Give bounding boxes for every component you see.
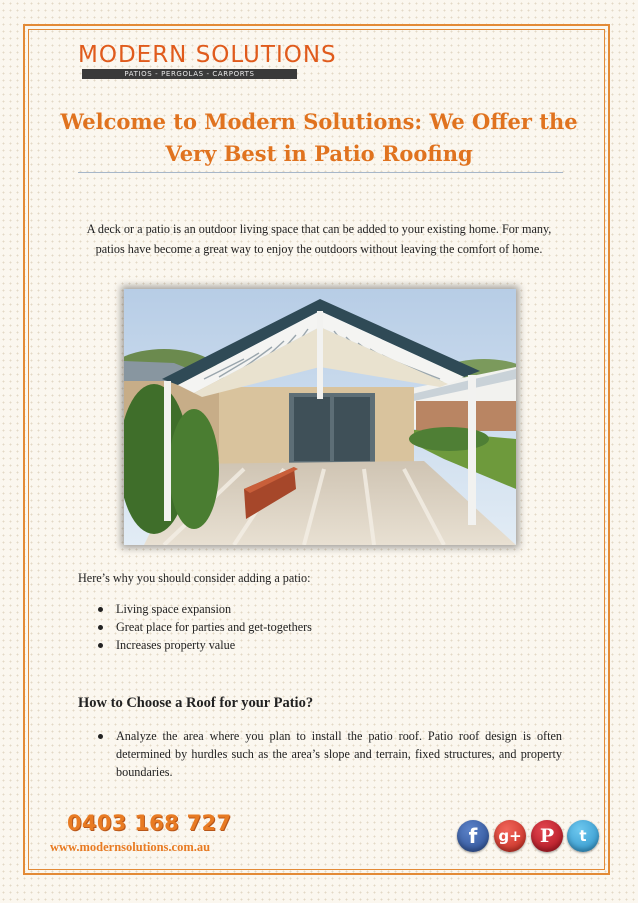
twitter-glyph: t: [579, 827, 587, 845]
google-plus-glyph: g+: [498, 827, 522, 845]
google-plus-icon[interactable]: [494, 820, 526, 852]
list-item: Great place for parties and get-togethers: [96, 618, 566, 636]
website-link[interactable]: www.modernsolutions.com.au: [50, 840, 211, 854]
list-item: Living space expansion: [96, 600, 566, 618]
title-divider: [78, 172, 563, 173]
company-logo[interactable]: [78, 42, 337, 79]
facebook-icon[interactable]: [457, 820, 489, 852]
facebook-glyph: f: [468, 824, 478, 848]
pinterest-icon[interactable]: [531, 820, 563, 852]
roof-tips-list: [96, 727, 562, 781]
logo-tagline: PATIOS - PERGOLAS - CARPORTS: [82, 69, 297, 79]
why-intro: Here’s why you should consider adding a patio:: [78, 571, 311, 585]
pinterest-glyph: P: [539, 825, 555, 847]
list-item: Increases property value: [96, 636, 566, 654]
section-heading: How to Choose a Roof for your Patio?: [78, 695, 314, 711]
list-item: Analyze the area where you plan to install the patio roof. Patio roof design is often determined by hurdles such as the area’s slope and terrain, fixed structures, and property boundaries.: [96, 727, 562, 781]
twitter-icon[interactable]: [567, 820, 599, 852]
patio-photo: [124, 289, 516, 545]
benefits-list: [96, 600, 566, 654]
intro-paragraph: A deck or a patio is an outdoor living space that can be added to your existing home. For many, patios have become a great way to enjoy the outdoors without leaving the comfort of home.: [86, 222, 552, 256]
logo-name: MODERN SOLUTIONS: [78, 42, 337, 68]
phone-number[interactable]: 0403 168 727: [67, 811, 232, 835]
page-title: Welcome to Modern Solutions: We Offer the Very Best in Patio Roofing: [60, 109, 578, 166]
